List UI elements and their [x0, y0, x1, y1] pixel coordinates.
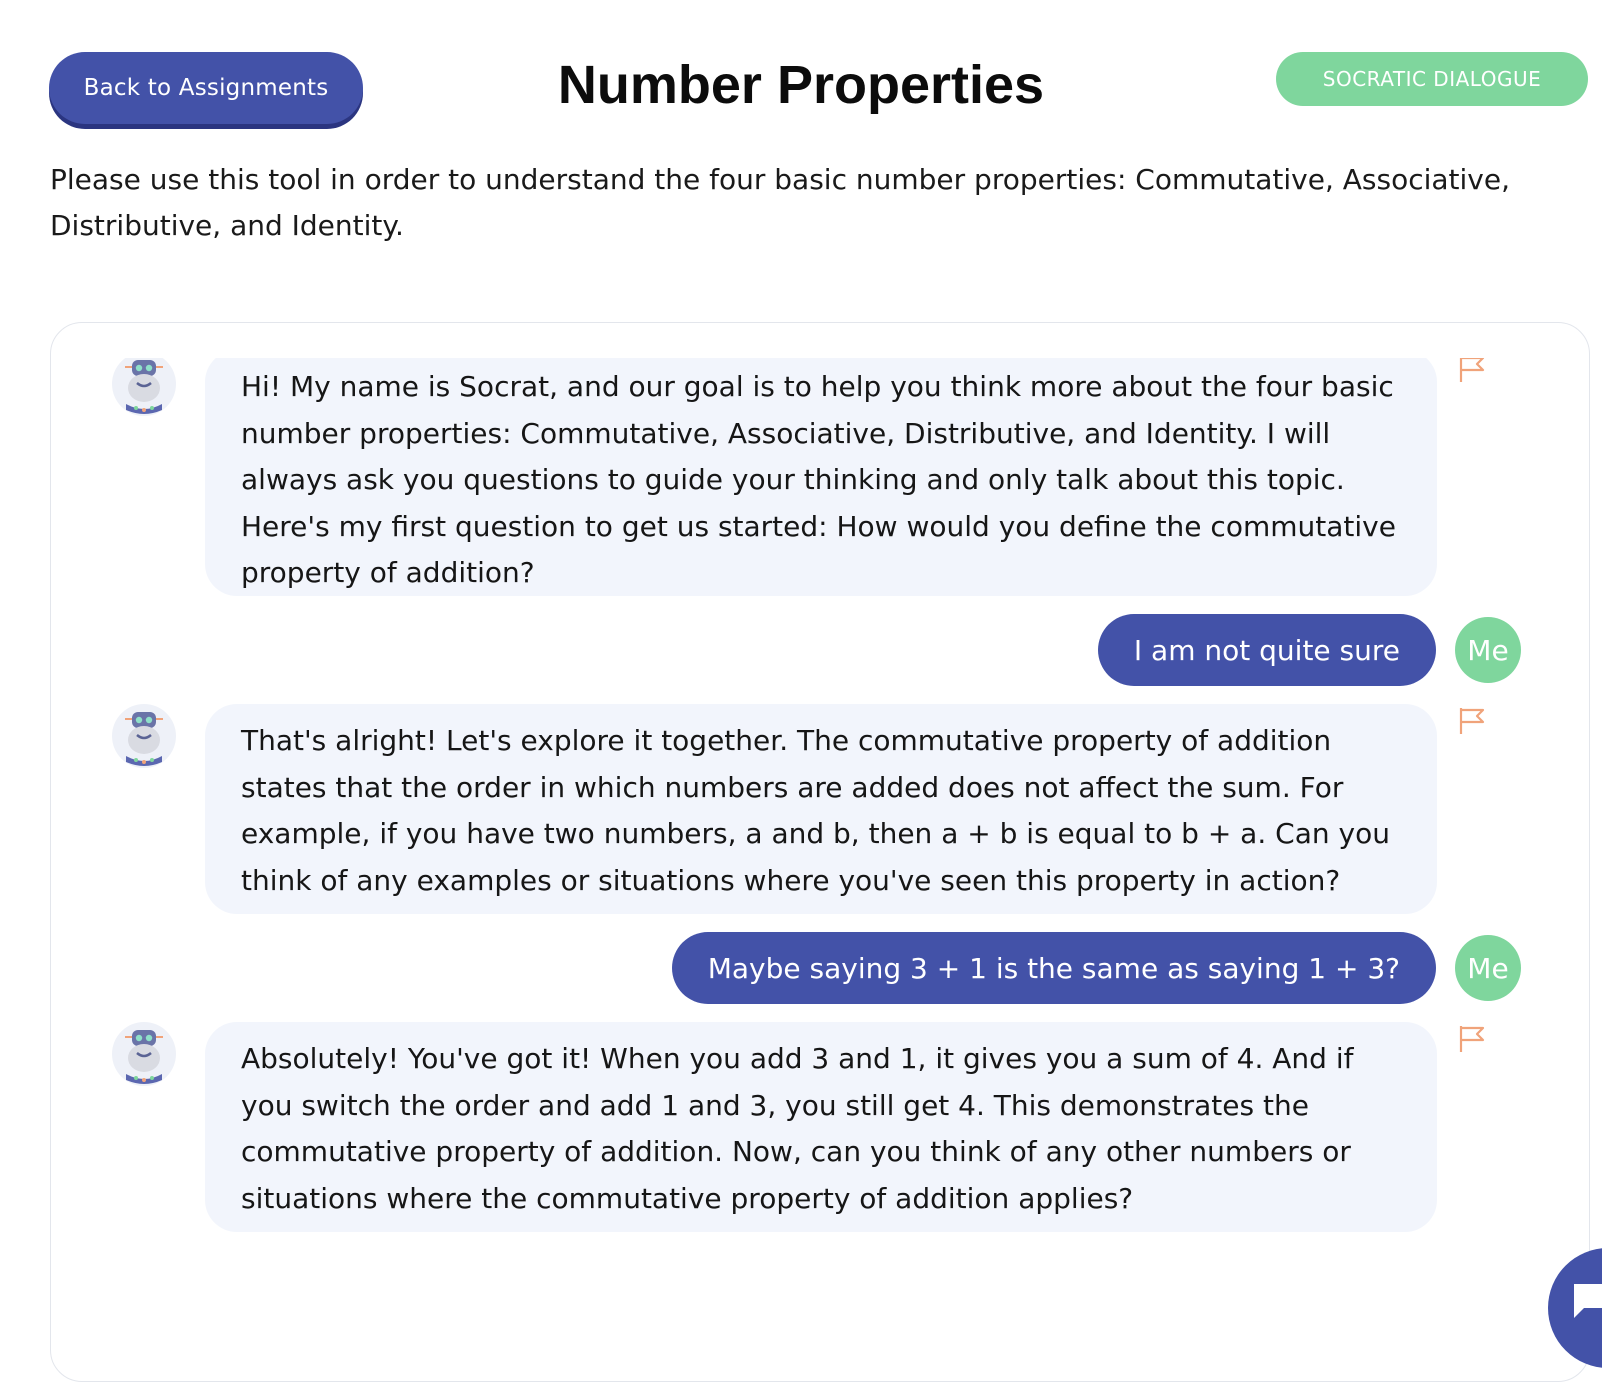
user-avatar: Me: [1455, 935, 1521, 1001]
back-to-assignments-button[interactable]: Back to Assignments: [49, 52, 363, 124]
user-message-bubble: Maybe saying 3 + 1 is the same as saying 1 + 3?: [672, 932, 1436, 1004]
user-avatar: Me: [1455, 617, 1521, 683]
flag-icon[interactable]: [1455, 358, 1489, 386]
bot-message-bubble: Absolutely! You've got it! When you add 3 and 1, it gives you a sum of 4. And if you switch the order and add 1 and 3, you still get 4. This demonstrates the commutative property of addition. Now, can you think of any other numbers or situations where the commutative property of addition applies?: [205, 1022, 1437, 1232]
flag-icon[interactable]: [1455, 704, 1489, 738]
flag-icon[interactable]: [1455, 1022, 1489, 1056]
bot-message-bubble: That's alright! Let's explore it together. The commutative property of addition states that the order in which numbers are added does not affect the sum. For example, if you have two numbers, a and b, then a + b is equal to b + a. Can you think of any examples or situations where you've seen this property in action?: [205, 704, 1437, 914]
user-message-bubble: I am not quite sure: [1098, 614, 1436, 686]
chat-transcript[interactable]: [50, 358, 1590, 1354]
mode-badge: SOCRATIC DIALOGUE: [1276, 52, 1588, 106]
robot-avatar-icon: [112, 704, 176, 768]
robot-avatar-icon: [112, 1022, 176, 1086]
assignment-instructions: Please use this tool in order to understand the four basic number properties: Commutative, Associative, Distributive, and Identity.: [50, 163, 1510, 242]
chat-help-icon: [1570, 1278, 1602, 1322]
page-title: Number Properties: [557, 55, 1045, 115]
robot-avatar-icon: [112, 358, 176, 416]
bot-message-bubble: Hi! My name is Socrat, and our goal is to help you think more about the four basic number properties: Commutative, Associative, Distributive, and Identity. I will always ask you questions to guide your thinking and only talk about this topic. Here's my first question to get us started: How would you define the commutative property of addition?: [205, 358, 1437, 596]
